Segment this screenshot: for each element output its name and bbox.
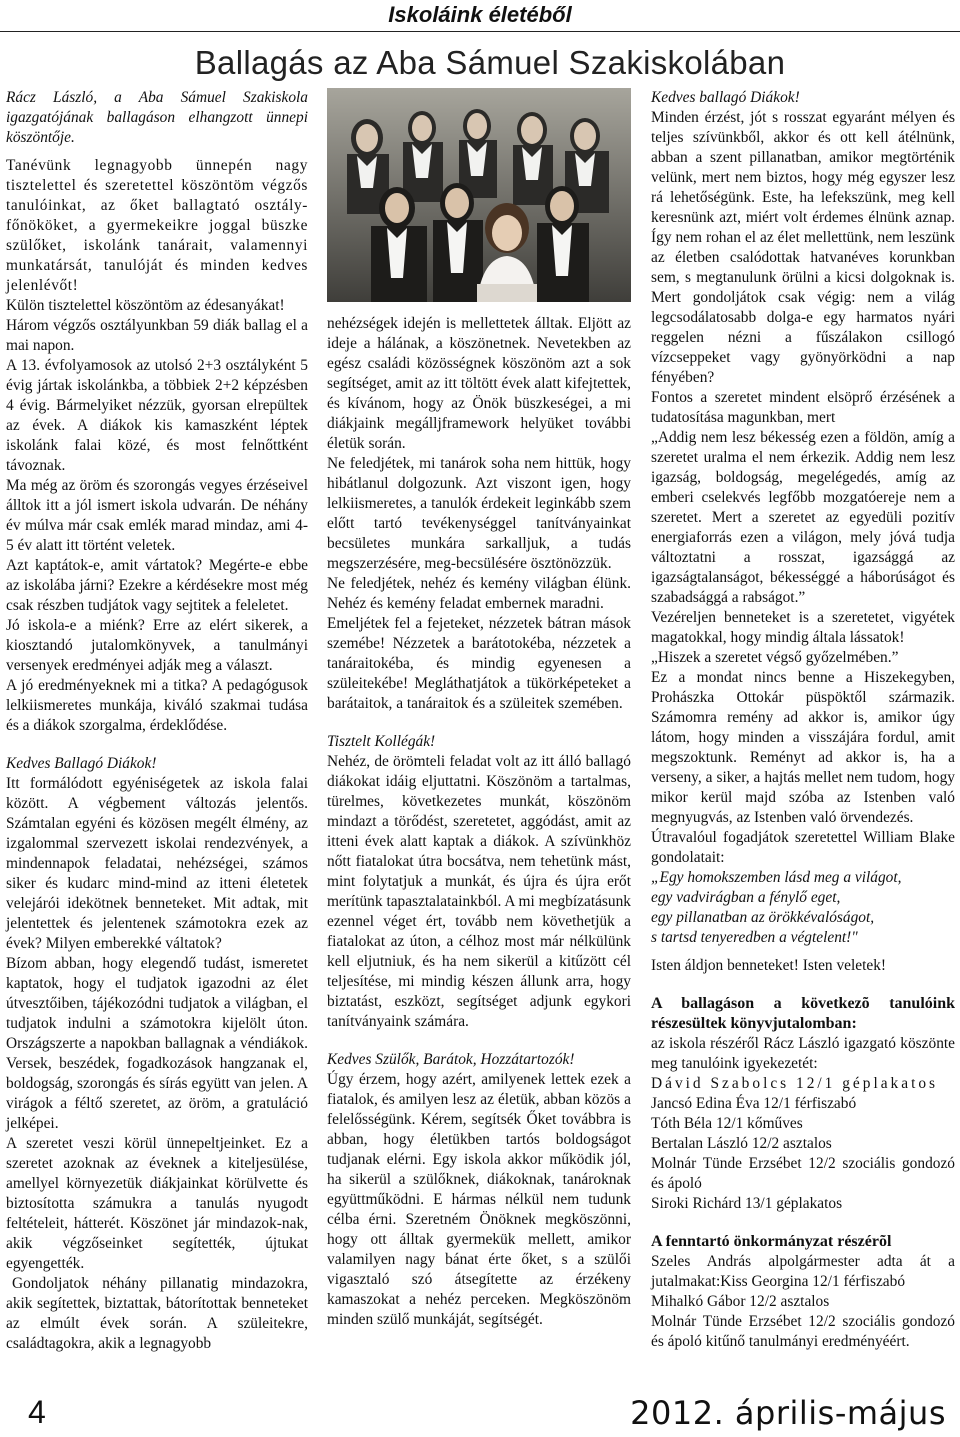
award-item: Dávid Szabolcs 12/1 géplakatos xyxy=(651,1075,939,1092)
award-heading: A ballagáson a következõ tanulóink részesültek könyvjutalomban: xyxy=(651,995,955,1032)
graduation-photo xyxy=(327,88,631,302)
award-item: Bertalan László 12/2 asztalos xyxy=(651,1135,832,1152)
column-middle xyxy=(327,314,631,1330)
quote: „Hiszek a szeretet végső győzelmében.” xyxy=(651,649,899,666)
column-right xyxy=(651,88,955,1352)
paragraph: Ez a mondat nincs benne a Hiszekegyben, Prohászka Ottokár püspöktől származik. Számomra remény ad akkor is, amikor úgy látom, hogy minden a visszájára fordul, amit megszoktunk. Reményt ad akkor is, ha a verseny, a siker, a hajtás mellet nem tudom, hogy mikor kerül majd szóba az Istenben való megnyugvás, az Istenben való örvendezés. xyxy=(651,669,955,826)
paragraph: A 13. évfolyamosok az utolsó 2+3 osztályként 5 évig jártak iskolánkba, a többiek 2+2 képzésben 4 évig. Bármelyiket nézzük, gyorsan elrepültek az évek. A diákok kis kamaszként léptek iskolánk falai közé, és most felnőttként távoznak. xyxy=(6,357,308,474)
issue-date: 2012. április-május xyxy=(630,1394,946,1432)
paragraph: Külön tisztelettel köszöntöm az édesanyákat! xyxy=(6,297,285,314)
section-title: Iskoláink életéből xyxy=(388,2,572,27)
paragraph: Bízom abban, hogy elegendő tudást, ismeretet kaptatok, hogy el tudjatok igazodni az élet útvesztőiben, tájékozódni tudjatok a világban, el tudjatok indulni a számotokra kijelölt úton. Országszerte a napokban ballagnak a véndiákok. Versek, beszédek, fogadkozások hangzanak el, boldogság, szorongás és sírás együtt van jelen. A virágok a féltő szeretet, az öröm, a gratuláció jelképei. xyxy=(6,955,308,1132)
salutation: Tisztelt Kollégák! xyxy=(327,733,436,750)
paragraph: Fontos a szeretet mindent elsöprő érzésének a tudatosítása magunkban, mert xyxy=(651,389,955,426)
poem-line: „Egy homokszemben lásd meg a világot, xyxy=(651,869,902,886)
poem-line: egy pillanatban az örökkévalóságot, xyxy=(651,909,875,926)
page-header xyxy=(0,0,960,34)
intro-caption: Rácz László, a Aba Sámuel Szakiskola igazgatójának ballagáson elhangzott ünnepi köszöntője. xyxy=(6,89,308,146)
paragraph: A jó eredményeknek mi a titka? A pedagógusok lelkiismeretes munkája, kiváló szakmai tudása és a diákok szorgalma, érdeklődése. xyxy=(6,677,308,734)
paragraph: nehézségek idején is mellettetek álltak. Eljött az ideje a hálának, a köszönetnek. Nevetekben az egész családi közösségnek köszönöm azt a sok segítséget, amit az itt töltött évek alatt kifejtettek, és kívánom, hogy az Önök büszkeségei, a mi diákjaink megálljframework helyüket további életük során. xyxy=(327,315,631,452)
header-rule xyxy=(0,31,960,32)
paragraph: Ne feledjétek, nehéz és kemény világban élünk. Nehéz és kemény feladat embernek maradni. xyxy=(327,575,631,612)
closing-line: Isten áldjon benneteket! Isten veletek! xyxy=(651,957,887,974)
award-item: Mihalkó Gábor 12/2 asztalos xyxy=(651,1293,830,1310)
paragraph: Ma még az öröm és szorongás vegyes érzéseivel álltok itt a jól ismert iskola udvarán. De néhány év múlva már csak emlék marad mindaz, ami 4-5 év alatt itt történt veletek. xyxy=(6,477,308,554)
award-item: Siroki Richárd 13/1 géplakatos xyxy=(651,1195,843,1212)
salutation: Kedves ballagó Diákok! xyxy=(651,89,800,106)
award-item: Molnár Tünde Erzsébet 12/2 szociális gondozó és ápoló kitűnő tanulmányi eredményéért. xyxy=(651,1313,955,1350)
paragraph: Nehéz, de örömteli feladat volt az itt álló ballagó diákokat idáig eljuttatni. Köszönöm a tartalmas, türelmes, következetes munkát, köszönöm mindazt a törődést, szeretetet, aggódást, amit az itteni évek alatt kaptak a diákok. A szívünkhöz nőtt fiatalokat útra bocsátva, nem tehetünk mást, mint folytatjuk a munkát, és újra és újra erőt merítünk tapasztalatainkból. A mi megbízatásunk ezennel véget ért, tovább nem követhetjük a fiatalokat az úton, a célhoz most már nélkülünk kell eljutniuk, és ha nem sikerül a kitűzött cél teljesítése, mi mindig készen állunk arra, hogy biztatást, eszközt, segítséget adjunk egykori tanítványaink számára. xyxy=(327,753,631,1030)
poem-line: egy vadvirágban a fénylő eget, xyxy=(651,889,841,906)
paragraph: Útravalóul fogadjátok szeretettel William Blake gondolatait: xyxy=(651,829,955,866)
article-headline: Ballagás az Aba Sámuel Szakiskolában xyxy=(194,44,786,81)
paragraph: Három végzős osztályunkban 59 diák ballag el a mai napon. xyxy=(6,317,308,354)
paragraph: Vezéreljen benneteket is a szeretetet, vigyétek magatokkal, hogy mindig általa lássatok! xyxy=(651,609,955,646)
paragraph: Itt formálódott egyéniségetek az iskola falai között. A végbement változás jelentős. Számtalan egyéni és közösen megélt élmény, az izgalommal szervezett iskolai rendezvények, a mindennapok feladatai, nehézségei, számos siker és kudarc mind-mind az itteni életetek velejárói idekötnek benneteket. Mit adtak, mit jelentettek és jelentenek számotokra ezek az évek? Milyen emberekké váltatok? xyxy=(6,775,308,952)
award-item: Jancsó Edina Éva 12/1 férfiszabó xyxy=(651,1095,857,1112)
page-number: 4 xyxy=(28,1394,46,1430)
paragraph: Úgy érzem, hogy azért, amilyenek lettek ezek a fiatalok, és amilyen lesz az életük, abban közös a felelősségünk. Kérem, segítsék Őket továbbra is abban, hogy életükben tartós boldogságot tudjanak elérni. Egy iskola akkor működik jól, ha sikerül a szülőknek, diákoknak, tanároknak együttműködni. E hármas nélkül nem tudunk célba érni. Szeretném Önöknek megköszönni, hogy ott álltak gyermekük mellett, amikor valamilyen nagy bánat érte őket, s a szülői vigasztaló szó átsegítette az érzékeny kamaszokat a nehéz perceken. Megköszönöm minden szülő munkáját, segítségét. xyxy=(327,1071,631,1328)
paragraph: Azt kaptátok-e, amit vártatok? Megérte-e ebbe az iskolába járni? Ezekre a kérdésekre most még csak részben tudjátok vagy sejtitek a feleletet. xyxy=(6,557,308,614)
salutation: Kedves Szülők, Barátok, Hozzátartozók! xyxy=(327,1051,575,1068)
paragraph: Tanévünk legnagyobb ünnepén nagy tisztelettel és szeretettel köszöntöm végzős tanulóinkat, az őket ballagtató osztály-főnököket, a gyermekeikre joggal büszke szülőket, iskolánk tanárait, valamennyi munkatársát, tanulóját és minden kedves jelenlévőt! xyxy=(6,157,308,294)
paragraph: Minden érzést, jót s rosszat egyaránt mélyen és teljes szívünkből, akkor és ott kell átélnünk, abban a szent pillanatban, amikor megtörténik velünk, mert nem biztos, hogy még egyszer lesz rá lehetőségünk. Este, ha lefekszünk, meg kell keresnünk azt, miért volt érdemes élnünk aznap. Így nem rohan el az élet mellettünk, nem leszünk az életben csalódottak hatvanéves korunkban sem, s megtanulunk örülni a kicsi dolgoknak is. Mert gondoljátok csak végig: nem a világ legcsodálatosabb dolga-e egy harmatos nyári reggelen nézni a fűszálakon csillogó vízcseppeket vagy gyönyörködni a nap fényében? xyxy=(651,109,955,386)
fenntarto-heading: A fenntartó önkormányzat részérõl xyxy=(651,1233,892,1250)
fenntarto-text: Szeles András alpolgármester adta át a jutalmakat:Kiss Georgina 12/1 férfiszabó xyxy=(651,1253,955,1290)
award-item: Tóth Béla 12/1 kőműves xyxy=(651,1115,803,1132)
paragraph: A szeretet veszi körül ünnepeltjeinket. Ez a szeretet azoknak az éveknek a kiteljesülése, amellyel környezetük diákjainkat körülvette és biztosította számukra a tanulás nyugodt feltételeit, hátterét. Köszönet jár mindazok-nak, akik végzőseinket segítették, újtukat egyengették. xyxy=(6,1135,308,1272)
paragraph: Jó iskola-e a miénk? Erre az elért sikerek, a kiosztandó jutalomkönyvek, a tanulmányi versenyek eredményei adják meg a választ. xyxy=(6,617,308,674)
paragraph: Ne feledjétek, mi tanárok soha nem hittük, hogy hibátlanul dolgozunk. Azt viszont igen, hogy lelkiismeretes, a tanulók érdekeit leginkább szem előtt tartó tevékenységgel tanítványainkat becsületes munkára sarkalljuk, a tudás megszerzésére, meg-becsülésére ösztönözzük. xyxy=(327,455,631,572)
award-item: Molnár Tünde Erzsébet 12/2 szociális gondozó és ápoló xyxy=(651,1155,955,1192)
award-intro: az iskola részéről Rácz László igazgató köszönte meg tanulóink igyekezetét: xyxy=(651,1035,955,1072)
paragraph: Emeljétek fel a fejeteket, nézzetek bátran mások szemébe! Nézzetek a barátotokéba, nézzetek a tanáraitokéba, és mindig egyenesen a szüleitekébe! Megláthatjátok a tükörképeteket a barátaitok, a tanáraitok és a szüleitek szemében. xyxy=(327,615,631,712)
paragraph: Gondoljatok néhány pillanatig mindazokra, akik segítettek, biztattak, bátorítottak benneteket az elmúlt évek során. A szüleitekre, családtagokra, akik a legnagyobb xyxy=(6,1275,308,1352)
salutation: Kedves Ballagó Diákok! xyxy=(6,755,157,772)
column-left xyxy=(6,88,308,1354)
poem-line: s tartsd tenyeredben a végtelent!" xyxy=(651,929,858,946)
quote: „Addig nem lesz békesség ezen a földön, amíg a szeretet uralma el nem érkezik. Addig nem lesz igazság, boldogság, megelégedés, amíg az emberi cselekvés legfőbb mozgatóereje nem a szeretet. Mert a szeretet az egyedüli pozitív energiaforrás ezen a világon, mely jóvá tudja változtatni a rosszat, igazsággá az igazságtalanságot, békességgé a háborúságot és szabadsággá a rabságot.” xyxy=(651,429,955,606)
